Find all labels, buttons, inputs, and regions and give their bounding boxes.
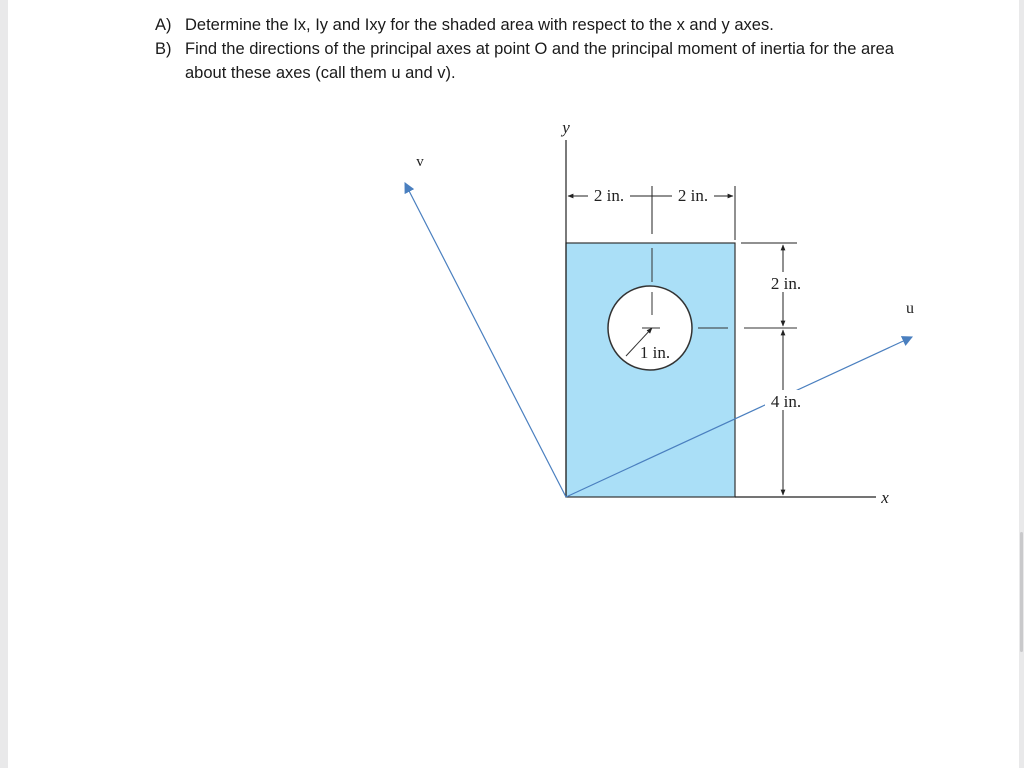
right-dim-label-upper: 2 in. [770,274,802,293]
v-axis [405,183,566,497]
right-dim-label-upper-group [765,272,807,293]
top-dim-label-right-group [672,184,714,205]
v-axis-label: v [416,154,424,170]
x-axis-label: x [881,488,889,507]
top-dim-label-left-group [588,184,630,205]
question-letter: B) [155,40,172,58]
u-axis-label: u [906,300,914,317]
right-dim-label-lower-group [765,390,807,411]
top-dim-label-left: 2 in. [593,186,625,205]
question-letter: A) [155,16,172,34]
question-text: Determine the Ix, Iy and Ixy for the shaded area with respect to the x and y axes. [185,16,774,34]
question-text: Find the directions of the principal axes at point O and the principal moment of inertia for the area about these axes (call them u and v). [185,40,894,82]
hole-radius-label: 1 in. [639,343,671,362]
y-axis-label: y [562,118,570,137]
right-dim-label-lower: 4 in. [770,392,802,411]
top-dim-label-right: 2 in. [677,186,709,205]
